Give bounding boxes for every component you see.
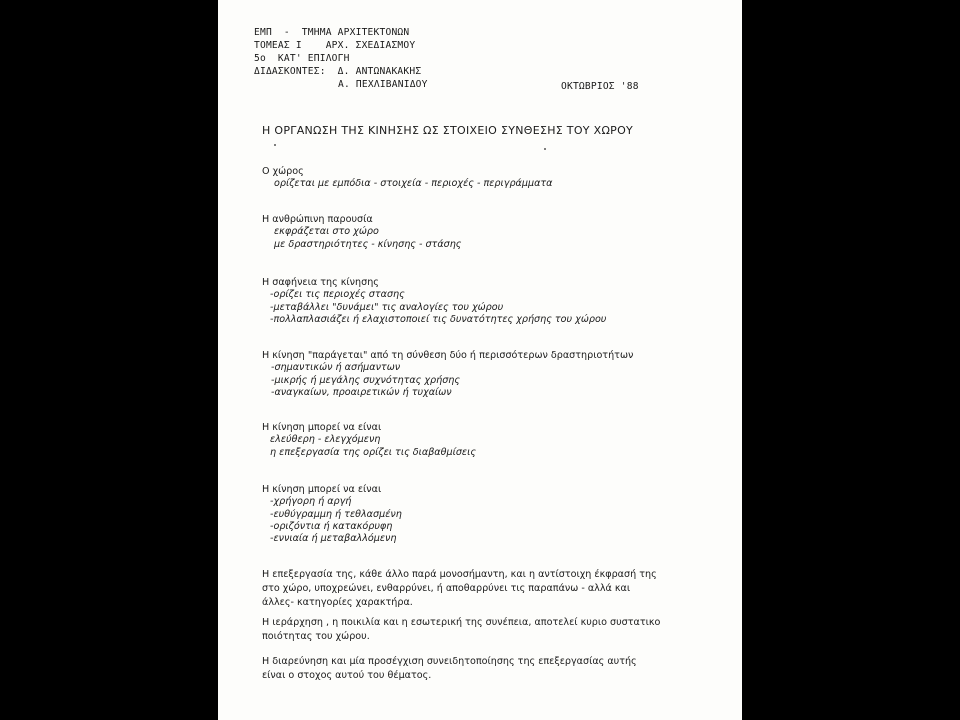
list-item: με δραστηριότητες - κίνησης - στάσης — [274, 238, 462, 250]
header-line-3: 5ο ΚΑΤ' ΕΠΙΛΟΓΗ — [254, 53, 350, 64]
list-item: -αναγκαίων, προαιρετικών ή τυχαίων — [271, 386, 452, 398]
list-item: -πολλαπλασιάζει ή ελαχιστοποιεί τις δυνατότητες χρήσης του χώρου — [270, 313, 607, 325]
section-lead: Η κίνηση "παράγεται" από τη σύνθεση δύο ή περισσότερων δραστηριοτήτων — [262, 350, 634, 361]
section-space — [262, 166, 553, 191]
section-items — [262, 178, 553, 190]
header-line-5: Α. ΠΕΧΛΙΒΑΝΙΔΟΥ — [338, 79, 428, 90]
list-item: -ευθύγραμμη ή τεθλασμένη — [270, 508, 402, 520]
document-date: ΟΚΤΩΒΡΙΟΣ '88 — [561, 81, 639, 92]
list-item: η επεξεργασία της ορίζει τις διαβαθμίσεις — [270, 446, 476, 458]
paragraph-processing: Η επεξεργασία της, κάθε άλλο παρά μονοσήμαντη, και η αντίστοιχη έκφρασή της στο χώρο, υποχρεώνει, ενθαρρύνει, ή αποθαρρύνει τις παραπάνω - αλλά και άλλες- κατηγορίες χαρακτήρα. — [262, 569, 657, 608]
list-item: -μικρής ή μεγάλης συχνότητας χρήσης — [271, 374, 460, 386]
paragraph-hierarchy: Η ιεράρχηση , η ποικιλία και η εσωτερική της συνέπεια, αποτελεί κυριο συστατικο ποιότητας του χώρου. — [262, 617, 661, 642]
document-header — [254, 26, 428, 91]
list-item: ελεύθερη - ελεγχόμενη — [270, 434, 381, 446]
list-item: -εννιαία ή μεταβαλλόμενη — [270, 533, 397, 545]
list-item: -σημαντικών ή ασήμαντων — [271, 362, 401, 374]
header-line-2: ΤΟΜΕΑΣ I ΑΡΧ. ΣΧΕΔΙΑΣΜΟΥ — [254, 40, 416, 51]
section-items — [262, 362, 633, 399]
header-line-1: ΕΜΠ - ΤΜΗΜΑ ΑΡΧΙΤΕΚΤΟΝΩΝ — [254, 27, 410, 38]
scan-speck — [274, 144, 276, 146]
document-page — [218, 0, 742, 720]
list-item: -ορίζει τις περιοχές στασης — [270, 289, 405, 301]
section-human-presence — [262, 214, 461, 251]
scan-speck — [544, 148, 546, 150]
section-produced — [262, 350, 633, 399]
list-item: -χρήγορη ή αργή — [270, 496, 352, 508]
section-items — [262, 289, 606, 326]
section-movement-types-2 — [262, 484, 402, 545]
list-item: -οριζόντια ή κατακόρυφη — [270, 520, 393, 532]
section-items — [262, 496, 402, 545]
paragraph-goal: Η διαρεύνηση και μία προσέγχιση συνειδητοποίησης της επεξεργασίας αυτής είναι ο στοχος αυτού του θέματος. — [262, 656, 637, 681]
section-clarity — [262, 277, 606, 326]
header-line-4: ΔΙΔΑΣΚΟΝΤΕΣ: Δ. ΑΝΤΩΝΑΚΑΚΗΣ — [254, 66, 422, 77]
list-item: ορίζεται με εμπόδια - στοιχεία - περιοχές - περιγράμματα — [274, 178, 553, 190]
section-lead: Η σαφήνεια της κίνησης — [262, 277, 379, 288]
section-movement-types-1 — [262, 422, 476, 459]
section-items — [262, 434, 476, 459]
list-item: εκφράζεται στο χώρο — [274, 226, 379, 238]
document-title: Η ΟΡΓΑΝΩΣΗ ΤΗΣ ΚΙΝΗΣΗΣ ΩΣ ΣΤΟΙΧΕΙΟ ΣΥΝΘΕΣΗΣ ΤΟΥ ΧΩΡΟΥ — [262, 124, 634, 137]
list-item: -μεταβάλλει "δυνάμει" τις αναλογίες του χώρου — [270, 301, 504, 313]
section-items — [262, 226, 461, 251]
section-lead: Η κίνηση μπορεί να είναι — [262, 484, 382, 495]
section-lead: Ο χώρος — [262, 166, 304, 177]
section-lead: Η κίνηση μπορεί να είναι — [262, 422, 382, 433]
section-lead: Η ανθρώπινη παρουσία — [262, 214, 373, 225]
